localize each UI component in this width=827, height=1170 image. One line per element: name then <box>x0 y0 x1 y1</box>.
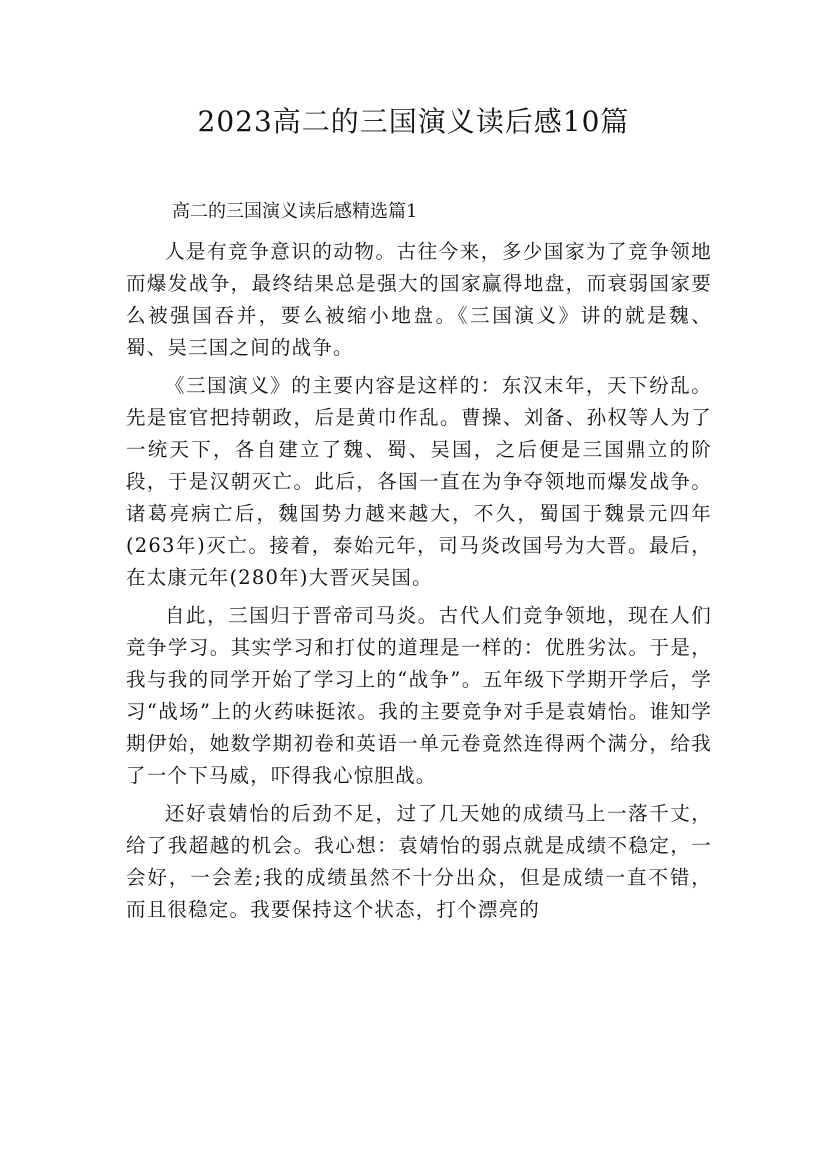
paragraph-3: 自此，三国归于晋帝司马炎。古代人们竞争领地，现在人们竞争学习。其实学习和打仗的道理是一样的：优胜劣汰。于是，我与我的同学开始了学习上的“战争”。五年级下学期开学后，学习“战场”上的火药味挺浓。我的主要竞争对手是袁婧怡。谁知学期伊始，她数学期初卷和英语一单元卷竟然连得两个满分，给我了一个下马威，吓得我心惊胆战。 <box>126 603 712 787</box>
section-heading: 高二的三国演义读后感精选篇1 <box>172 201 418 222</box>
paragraph-4: 还好袁婧怡的后劲不足，过了几天她的成绩马上一落千丈，给了我超越的机会。我心想：袁婧怡的弱点就是成绩不稳定，一会好，一会差;我的成绩虽然不十分出众，但是成绩一直不错，而且很稳定。我要保持这个状态，打个漂亮的 <box>126 801 712 921</box>
document-body <box>126 236 712 932</box>
document-title: 2023高二的三国演义读后感10篇 <box>197 105 630 138</box>
paragraph-1: 人是有竞争意识的动物。古往今来，多少国家为了竞争领地而爆发战争，最终结果总是强大的国家赢得地盘，而衰弱国家要么被强国吞并，要么被缩小地盘。《三国演义》讲的就是魏、蜀、吴三国之间的战争。 <box>126 240 712 359</box>
paragraph-2: 《三国演义》的主要内容是这样的：东汉末年，天下纷乱。先是宦官把持朝政，后是黄巾作乱。曹操、刘备、孙权等人为了一统天下，各自建立了魏、蜀、吴国，之后便是三国鼎立的阶段，于是汉朝灭亡。此后，各国一直在为争夺领地而爆发战争。诸葛亮病亡后，魏国势力越来越大，不久，蜀国于魏景元四年(263年)灭亡。接着，泰始元年，司马炎改国号为大晋。最后，在太康元年(280年)大晋灭吴国。 <box>126 374 712 589</box>
